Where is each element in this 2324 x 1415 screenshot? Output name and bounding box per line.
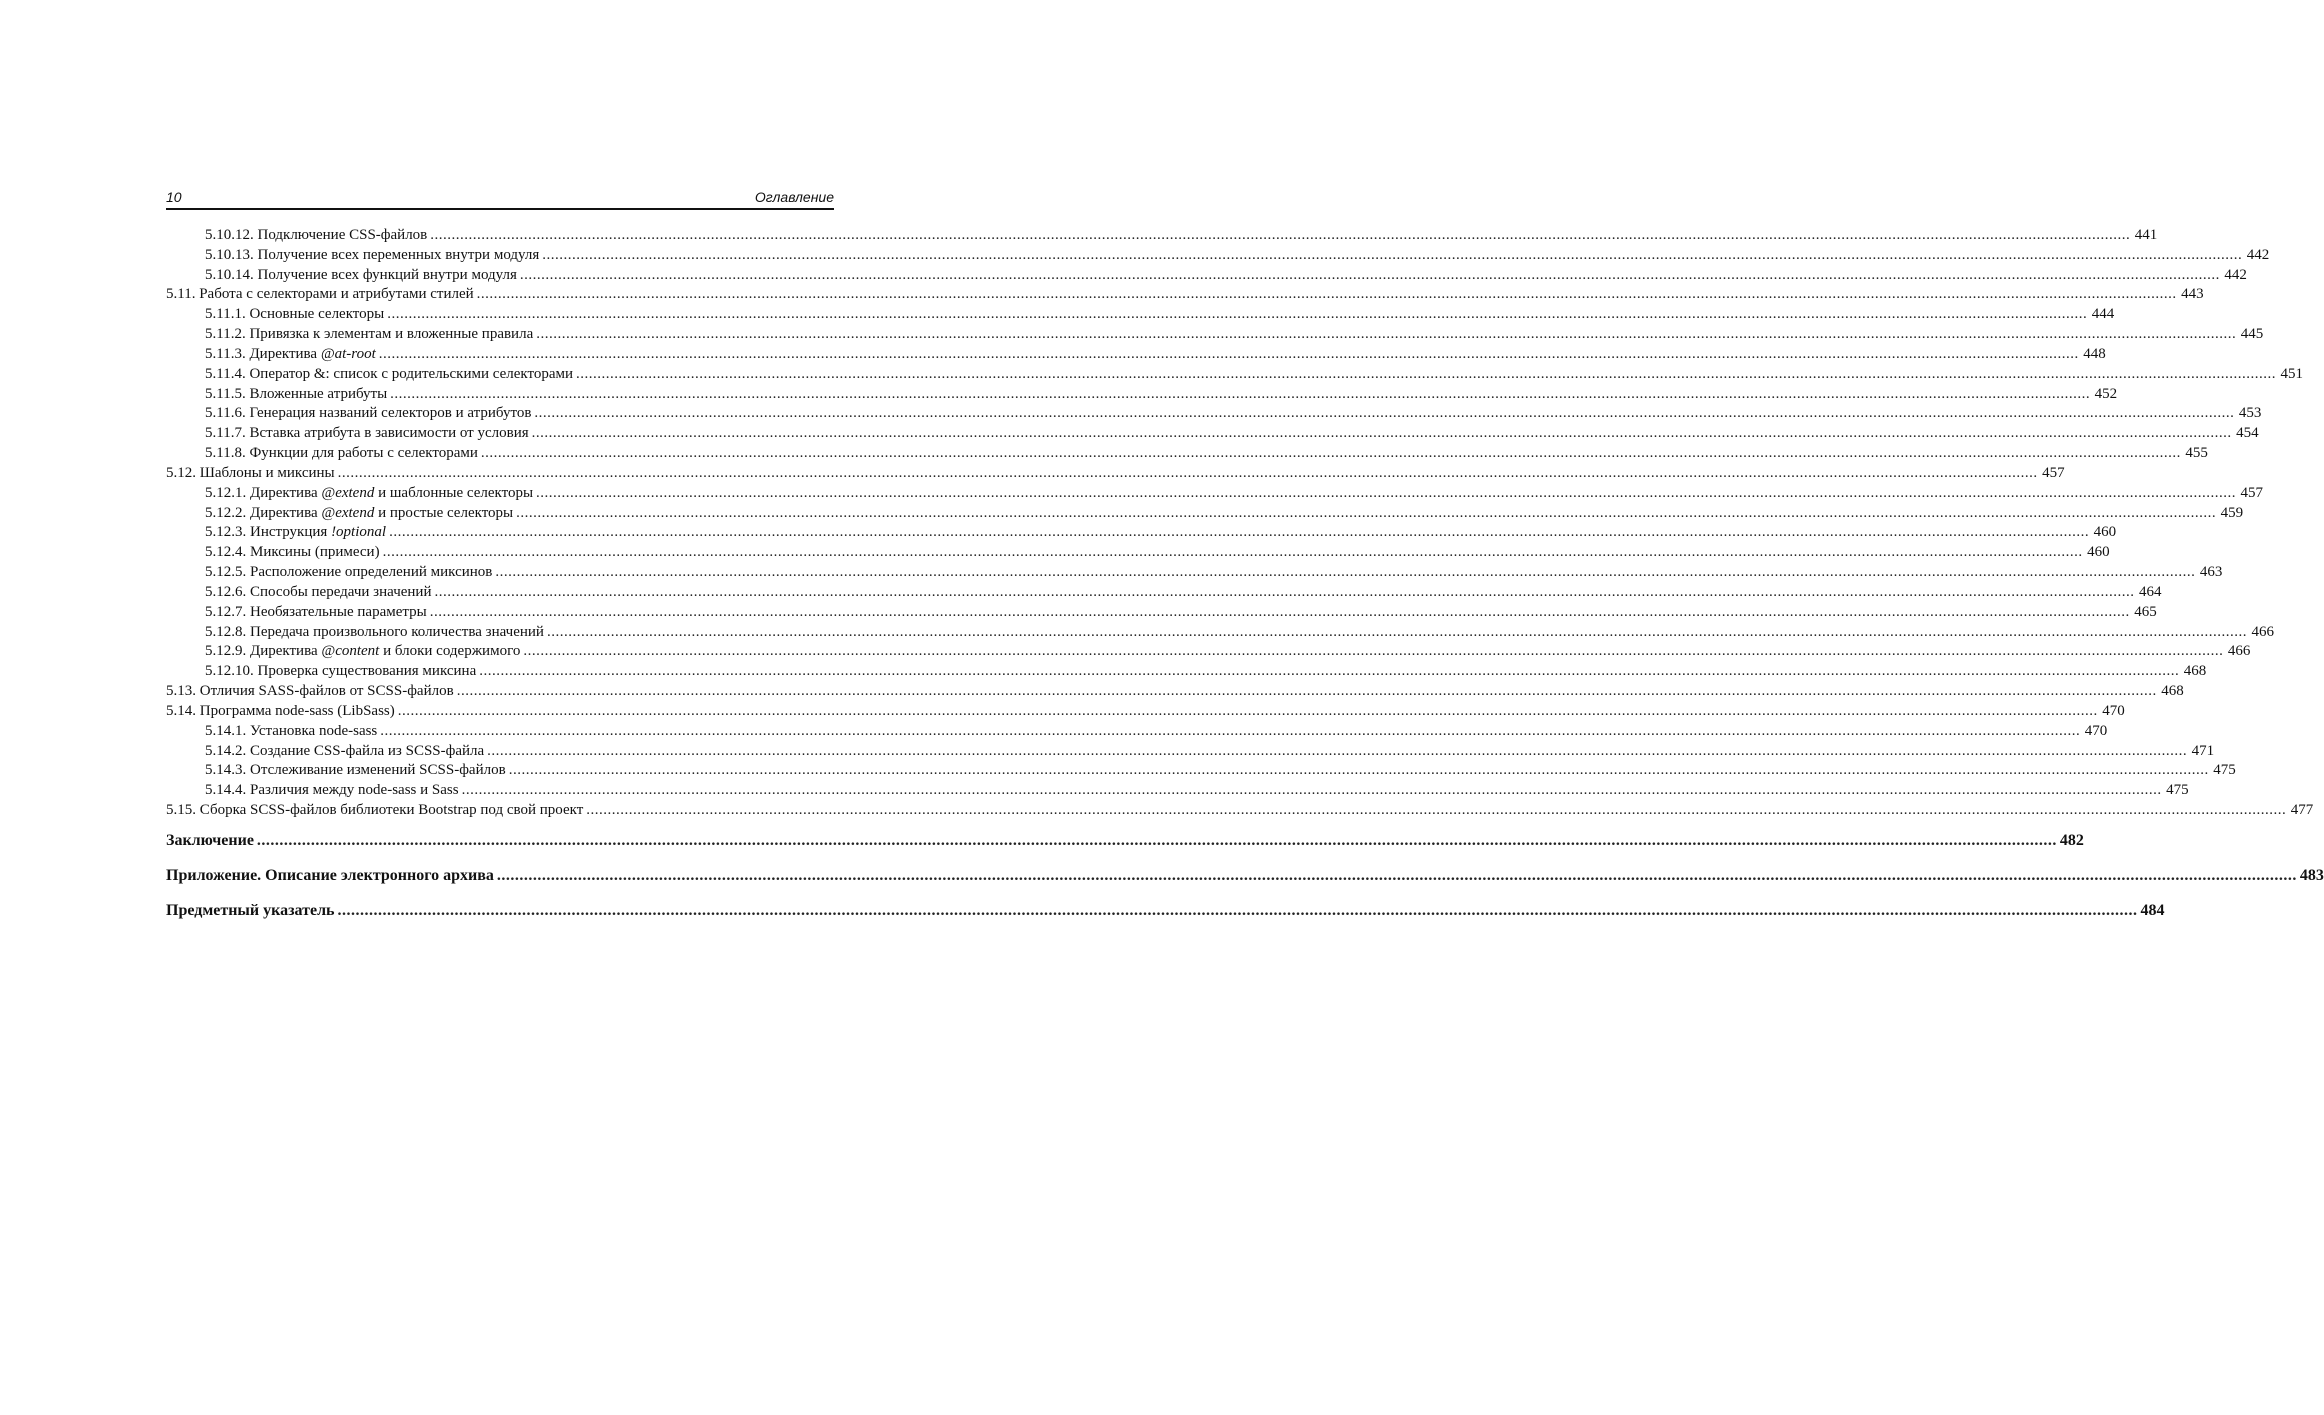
toc-entry[interactable] [166, 325, 2264, 345]
toc-entry-keyword: @content [321, 643, 380, 660]
toc-page-number: 459 [2220, 504, 2244, 521]
toc-entry-text: Создание CSS-файла из SCSS-файла [250, 742, 485, 759]
dot-leader: ................................................................................................................................................................................................................................................................................................................................................................................................................ [382, 544, 2083, 561]
toc-page-number: 443 [2181, 286, 2204, 303]
page-number: 10 [166, 189, 182, 205]
toc-entry-title [205, 385, 387, 405]
toc-page-number: 471 [2191, 742, 2215, 759]
dot-leader: ................................................................................................................................................................................................................................................................................................................................................................................................................ [531, 425, 2232, 442]
toc-entry-title [166, 285, 474, 305]
toc-entry[interactable] [166, 722, 2108, 742]
toc-entry-number: 5.12.10. [205, 663, 258, 680]
toc-page-number: 475 [2213, 762, 2236, 779]
toc-entry-text: Получение всех переменных внутри модуля [257, 246, 540, 263]
toc-entry[interactable] [166, 385, 2118, 405]
toc-entry-number: 5.14.2. [205, 742, 250, 759]
toc-entry-title [205, 523, 386, 543]
page-header [166, 186, 834, 210]
toc-entry-text: и блоки содержимого [379, 643, 521, 660]
toc-entry-title [205, 642, 520, 662]
toc-entry-number: 5.11. [166, 286, 200, 303]
toc-entry-number: 5.15. [166, 802, 200, 819]
toc-page-number: 441 [2134, 227, 2158, 243]
toc-page-number: 470 [2102, 702, 2125, 719]
toc-page-number: 452 [2094, 385, 2118, 402]
dot-leader: ................................................................................................................................................................................................................................................................................................................................................................................................................ [496, 866, 2297, 884]
toc-page-number: 457 [2240, 484, 2264, 501]
dot-leader: ................................................................................................................................................................................................................................................................................................................................................................................................................ [337, 901, 2138, 919]
toc-entry-text: и шаблонные селекторы [374, 484, 534, 501]
toc-entry-number: 5.11.1. [205, 306, 250, 323]
toc-entry[interactable] [166, 464, 2065, 484]
toc-page-number: 468 [2161, 683, 2184, 700]
toc-entry-title [205, 761, 506, 781]
toc-entry[interactable] [166, 583, 2162, 603]
toc-entry[interactable] [166, 345, 2106, 365]
toc-entry-title [205, 424, 529, 444]
toc-entry[interactable] [166, 424, 2259, 444]
toc-entry-text: Программа node-sass (LibSass) [199, 702, 395, 719]
toc-entry-title [166, 801, 583, 821]
toc-entry-text: Проверка существования миксина [257, 663, 477, 680]
toc-entry-text: Миксины (примеси) [250, 544, 380, 561]
toc-chapter-entry[interactable] [166, 893, 2165, 928]
toc-page-number: 468 [2183, 663, 2207, 680]
toc-entry-title [205, 404, 531, 424]
toc-entry-number: 5.10.12. [205, 227, 258, 243]
dot-leader: ................................................................................................................................................................................................................................................................................................................................................................................................................ [508, 762, 2209, 779]
toc-entry-text: Отличия SASS-файлов от SCSS-файлов [199, 683, 454, 700]
toc-entry-title [205, 543, 380, 563]
toc-entry[interactable] [166, 504, 2244, 524]
toc-entry-text: Оператор &: список с родительскими селекторами [249, 365, 574, 382]
toc-entry-number: 5.14.4. [205, 782, 250, 799]
toc-entry-number: 5.12.4. [205, 544, 250, 561]
toc-entry[interactable] [166, 761, 2236, 781]
toc-entry-title [205, 623, 544, 643]
dot-leader: ................................................................................................................................................................................................................................................................................................................................................................................................................ [476, 286, 2177, 303]
toc-entry-number: 5.10.13. [205, 246, 258, 263]
toc-entry[interactable] [166, 266, 2247, 286]
toc-entry-title [205, 305, 384, 325]
toc-entry[interactable] [166, 365, 2304, 385]
toc-entry-number: 5.12.9. [205, 643, 250, 660]
toc-entry[interactable] [166, 682, 2184, 702]
toc-entry-keyword: @at-root [320, 345, 376, 362]
toc-entry-text: Директива [250, 643, 322, 660]
toc-page-number: 442 [2246, 246, 2270, 263]
toc-entry-number: 5.11.5. [205, 385, 250, 402]
toc-entry-title [205, 444, 478, 464]
toc-entry-text: Расположение определений миксинов [250, 564, 493, 581]
dot-leader: ................................................................................................................................................................................................................................................................................................................................................................................................................ [378, 345, 2079, 362]
toc-entry-text: Различия между node-sass и Sass [250, 782, 459, 799]
toc-entry-text: Получение всех функций внутри модуля [257, 266, 517, 283]
toc-entry-text: Способы передачи значений [250, 583, 432, 600]
toc-page-number: 448 [2083, 345, 2106, 362]
toc-entry[interactable] [166, 305, 2115, 325]
toc-entry-text: Функции для работы с селекторами [249, 445, 478, 462]
toc-entry-number: 5.13. [166, 683, 200, 700]
toc-entry-number: 5.11.3. [205, 345, 250, 362]
toc-entry[interactable] [166, 285, 2204, 305]
toc-page-number: 465 [2134, 603, 2157, 620]
toc-page-number: 477 [2290, 802, 2314, 819]
toc-entry[interactable] [166, 623, 2274, 643]
toc-entry-text: Привязка к элементам и вложенные правила [249, 326, 534, 343]
toc-page-number: 451 [2280, 365, 2304, 382]
dot-leader: ................................................................................................................................................................................................................................................................................................................................................................................................................ [430, 227, 2131, 243]
dot-leader: ................................................................................................................................................................................................................................................................................................................................................................................................................ [546, 623, 2247, 640]
toc-entry-keyword: @extend [321, 484, 375, 501]
table-of-contents [166, 226, 2324, 928]
toc-entry-text: Сборка SCSS-файлов библиотеки Bootstrap под свой проект [199, 802, 584, 819]
running-title: Оглавление [754, 189, 834, 205]
dot-leader: ................................................................................................................................................................................................................................................................................................................................................................................................................ [480, 445, 2181, 462]
toc-entry-title [205, 365, 573, 385]
toc-entry-text: Директива [250, 484, 322, 501]
toc-entry-title [205, 325, 533, 345]
dot-leader: ................................................................................................................................................................................................................................................................................................................................................................................................................ [479, 663, 2180, 680]
toc-page-number: 444 [2091, 306, 2115, 323]
toc-page-number: 466 [2251, 623, 2274, 640]
toc-entry-text: Директива [249, 345, 321, 362]
toc-entry-number: 5.10.14. [205, 266, 258, 283]
dot-leader: ................................................................................................................................................................................................................................................................................................................................................................................................................ [380, 722, 2081, 739]
toc-entry[interactable] [166, 702, 2125, 722]
toc-entry-title [205, 226, 427, 246]
toc-page-number: 460 [2087, 544, 2110, 561]
toc-entry-title [205, 781, 459, 801]
toc-entry[interactable] [166, 226, 2158, 246]
toc-entry[interactable] [166, 801, 2314, 821]
toc-entry-number: 5.14. [166, 702, 200, 719]
toc-entry-text: Директива [250, 504, 322, 521]
toc-entry-text: Шаблоны и миксины [199, 464, 335, 481]
toc-entry-title [205, 742, 484, 762]
toc-page-number: 460 [2093, 524, 2117, 541]
toc-entry-title [205, 563, 492, 583]
toc-entry-text: Передача произвольного количества значений [250, 623, 544, 640]
toc-entry-title [205, 345, 376, 365]
toc-entry-number: 5.11.6. [205, 405, 250, 422]
toc-entry-title [205, 722, 377, 742]
toc-entry-keyword: @extend [321, 504, 375, 521]
dot-leader: ................................................................................................................................................................................................................................................................................................................................................................................................................ [576, 365, 2277, 382]
dot-leader: ................................................................................................................................................................................................................................................................................................................................................................................................................ [487, 742, 2188, 759]
toc-entry[interactable] [166, 444, 2208, 464]
toc-page-number: 455 [2185, 445, 2208, 462]
toc-entry[interactable] [166, 642, 2251, 662]
toc-entry-text: Работа с селекторами и атрибутами стилей [199, 286, 474, 303]
toc-entry[interactable] [166, 662, 2207, 682]
toc-page-number: 445 [2240, 326, 2264, 343]
toc-entry[interactable] [166, 543, 2110, 563]
toc-entry-title [205, 504, 513, 524]
dot-leader: ................................................................................................................................................................................................................................................................................................................................................................................................................ [256, 831, 2057, 849]
toc-entry-keyword: !optional [331, 524, 387, 541]
dot-leader: ................................................................................................................................................................................................................................................................................................................................................................................................................ [390, 385, 2091, 402]
toc-entry-text: Подключение CSS-файлов [257, 227, 428, 243]
toc-entry-number: 5.12.3. [205, 524, 250, 541]
toc-entry-title [166, 682, 454, 702]
toc-entry-title: Заключение [166, 831, 254, 849]
toc-entry-text: Основные селекторы [249, 306, 385, 323]
toc-entry-text: Отслеживание изменений SCSS-файлов [250, 762, 506, 779]
toc-entry[interactable] [166, 523, 2117, 543]
toc-entry-number: 5.12.5. [205, 564, 250, 581]
dot-leader: ................................................................................................................................................................................................................................................................................................................................................................................................................ [456, 683, 2157, 700]
toc-entry-text: Вставка атрибута в зависимости от условия [249, 425, 529, 442]
dot-leader: ................................................................................................................................................................................................................................................................................................................................................................................................................ [534, 405, 2235, 422]
toc-entry-number: 5.12. [166, 464, 200, 481]
toc-entry[interactable] [166, 246, 2270, 266]
dot-leader: ................................................................................................................................................................................................................................................................................................................................................................................................................ [586, 802, 2287, 819]
toc-entry[interactable] [166, 563, 2223, 583]
toc-entry-title [166, 464, 335, 484]
toc-entry-number: 5.12.2. [205, 504, 250, 521]
toc-entry-title: Приложение. Описание электронного архива [166, 866, 494, 884]
toc-entry-title [205, 484, 533, 504]
toc-chapter-page-number: 484 [2140, 901, 2165, 919]
toc-entry-title [205, 603, 427, 623]
toc-entry-text: и простые селекторы [374, 504, 514, 521]
toc-entry[interactable] [166, 404, 2262, 424]
toc-entry-number: 5.11.4. [205, 365, 250, 382]
toc-entry-number: 5.12.8. [205, 623, 250, 640]
toc-entry[interactable] [166, 742, 2215, 762]
toc-page-number: 470 [2084, 722, 2108, 739]
toc-entry-number: 5.14.1. [205, 722, 250, 739]
toc-entry-title [166, 702, 395, 722]
toc-entry-number: 5.11.7. [205, 425, 250, 442]
toc-entry[interactable] [166, 781, 2189, 801]
toc-entry-number: 5.11.2. [205, 326, 250, 343]
dot-leader: ................................................................................................................................................................................................................................................................................................................................................................................................................ [519, 266, 2220, 283]
dot-leader: ................................................................................................................................................................................................................................................................................................................................................................................................................ [434, 583, 2135, 600]
toc-page-number: 464 [2138, 583, 2162, 600]
dot-leader: ................................................................................................................................................................................................................................................................................................................................................................................................................ [337, 464, 2038, 481]
toc-entry[interactable] [166, 484, 2264, 504]
dot-leader: ................................................................................................................................................................................................................................................................................................................................................................................................................ [495, 564, 2196, 581]
dot-leader: ................................................................................................................................................................................................................................................................................................................................................................................................................ [536, 326, 2237, 343]
toc-entry-title [205, 662, 476, 682]
toc-entry-text: Вложенные атрибуты [249, 385, 388, 402]
toc-entry-number: 5.11.8. [205, 445, 250, 462]
toc-entry-text: Установка node-sass [250, 722, 378, 739]
dot-leader: ................................................................................................................................................................................................................................................................................................................................................................................................................ [523, 643, 2224, 660]
toc-entry-number: 5.14.3. [205, 762, 250, 779]
toc-entry-number: 5.12.7. [205, 603, 250, 620]
toc-entry-number: 5.12.1. [205, 484, 250, 501]
toc-entry-title [205, 266, 517, 286]
dot-leader: ................................................................................................................................................................................................................................................................................................................................................................................................................ [389, 524, 2090, 541]
toc-chapter-entry[interactable] [166, 823, 2084, 858]
dot-leader: ................................................................................................................................................................................................................................................................................................................................................................................................................ [516, 504, 2217, 521]
dot-leader: ................................................................................................................................................................................................................................................................................................................................................................................................................ [461, 782, 2162, 799]
toc-entry-title: Предметный указатель [166, 901, 335, 919]
toc-entry-text: Генерация названий селекторов и атрибутов [249, 405, 532, 422]
dot-leader: ................................................................................................................................................................................................................................................................................................................................................................................................................ [429, 603, 2130, 620]
toc-page-number: 454 [2236, 425, 2259, 442]
toc-chapter-entry[interactable] [166, 858, 2324, 893]
toc-page-number: 463 [2199, 564, 2223, 581]
toc-page-number: 475 [2166, 782, 2189, 799]
toc-page-number: 453 [2238, 405, 2262, 422]
dot-leader: ................................................................................................................................................................................................................................................................................................................................................................................................................ [397, 702, 2098, 719]
toc-chapter-page-number: 482 [2059, 831, 2084, 849]
toc-entry-text: Инструкция [250, 524, 332, 541]
toc-page-number: 466 [2227, 643, 2251, 660]
dot-leader: ................................................................................................................................................................................................................................................................................................................................................................................................................ [387, 306, 2088, 323]
dot-leader: ................................................................................................................................................................................................................................................................................................................................................................................................................ [536, 484, 2237, 501]
toc-entry-title [205, 583, 431, 603]
toc-entry-title [205, 246, 539, 266]
toc-page-number: 442 [2224, 266, 2247, 283]
toc-page-number: 457 [2042, 464, 2065, 481]
toc-chapter-page-number: 483 [2299, 866, 2324, 884]
toc-entry-text: Необязательные параметры [250, 603, 427, 620]
toc-entry[interactable] [166, 603, 2157, 623]
dot-leader: ................................................................................................................................................................................................................................................................................................................................................................................................................ [542, 246, 2243, 263]
toc-entry-number: 5.12.6. [205, 583, 250, 600]
